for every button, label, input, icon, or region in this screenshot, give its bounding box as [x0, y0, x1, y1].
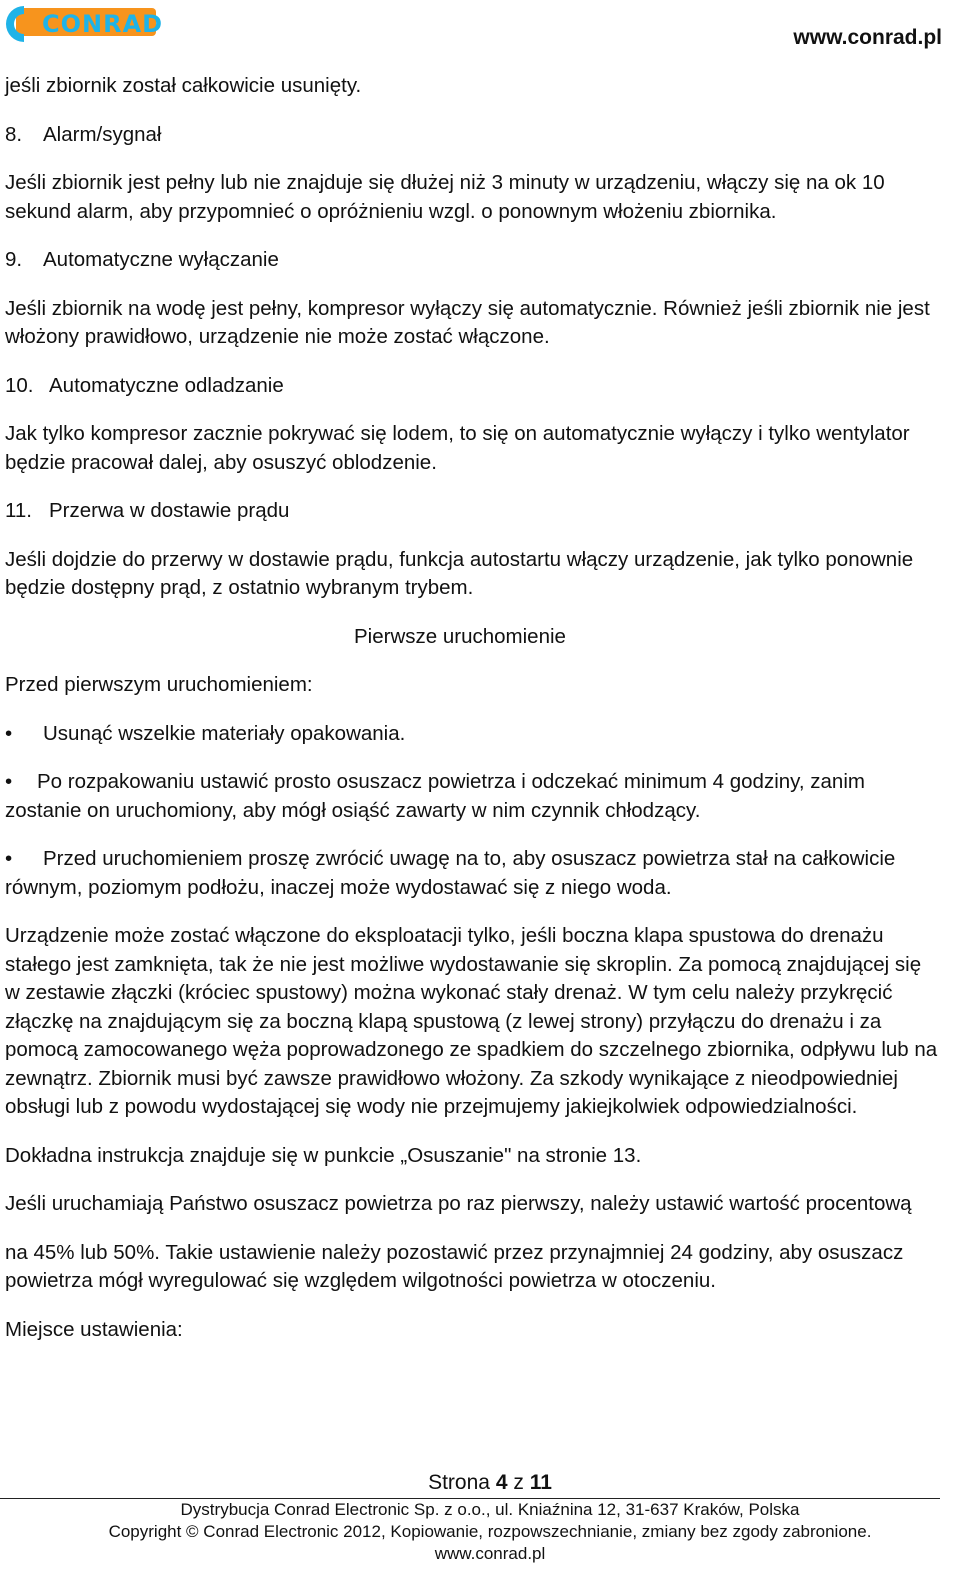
section-number: 8.: [5, 122, 23, 146]
bullet-item: [5, 845, 940, 902]
label-before-first-start: Przed pierwszym uruchomieniem:: [5, 673, 313, 696]
logo-text: CONRAD: [42, 10, 162, 38]
bullet-text: Usunąć wszelkie materiały opakowania.: [43, 721, 406, 745]
site-url[interactable]: www.conrad.pl: [793, 26, 942, 49]
bullet-text: Po rozpakowaniu ustawić prosto osuszacz powietrza i odczekać minimum 4 godziny, zanim zostanie on uruchomiony, aby mógł osiąść zawarty w nim czynnik chłodzący.: [5, 770, 865, 822]
bullet-item: [5, 768, 940, 825]
section-heading-alarm: [5, 121, 940, 150]
section-number: 9.: [5, 248, 23, 271]
section-heading-auto-off: [5, 246, 940, 275]
page-content: [5, 72, 940, 1364]
section-title: Automatyczne odladzanie: [49, 373, 284, 397]
page-number: [0, 1470, 960, 1496]
bullet-item: [5, 720, 940, 749]
conrad-logo: [2, 2, 162, 51]
page-header: [0, 0, 960, 60]
paragraph-humidity-setting: na 45% lub 50%. Takie ustawienie należy pozostawić przez przynajmniej 24 godziny, aby osuszacz powietrza mógł wyregulować się względem wilgotności powietrza w otoczeniu.: [5, 1240, 904, 1292]
footer-url[interactable]: www.conrad.pl: [434, 1544, 546, 1563]
section-heading-power-outage: [5, 497, 940, 526]
paragraph-auto-off: Jeśli zbiornik na wodę jest pełny, kompresor wyłączy się automatycznie. Również jeśli zbiornik nie jest włożony prawidłowo, urządzenie nie może zostać włączone.: [5, 296, 930, 348]
page-current: 4: [495, 1471, 508, 1494]
bullet-text: Przed uruchomieniem proszę zwrócić uwagę na to, aby osuszacz powietrza stał na całkowicie równym, poziomym podłożu, inaczej może wydostawać się z niego woda.: [5, 847, 896, 899]
bullet-dot: •: [5, 770, 13, 793]
paragraph-power-outage: Jeśli dojdzie do przerwy w dostawie prądu, funkcja autostartu włączy urządzenie, jak tylko ponownie będzie dostępny prąd, z ostatnio wybranym trybem.: [5, 547, 914, 599]
paragraph-placement: Miejsce ustawienia:: [5, 1317, 183, 1341]
section-title-first-start: Pierwsze uruchomienie: [354, 624, 566, 648]
paragraph-drainage: Urządzenie może zostać włączone do eksploatacji tylko, jeśli boczna klapa spustowa do drenażu stałego jest zamknięta, tak że nie jest możliwe wydostawanie się skroplin. Za pomocą znajdującej się w zestawie złączki (króciec spustowy) można wykonać stały drenaż. W tym celu należy przykręcić złączkę na znajdującym się za boczną klapą spustową (z lewej strony) przyłączu do drenażu i za pomocą zamocowanego węża poprowadzonego ze spadkiem do szczelnego zbiornika, odpływu lub na zewnątrz. Zbiornik musi być zawsze prawidłowo włożony. Za szkody wynikające z nieodpowiedniej obsługi lub z powodu wydostającej się wody nie przejmujemy jakiejkolwiek odpowiedzialności.: [5, 924, 938, 1118]
section-title: Alarm/sygnał: [43, 122, 162, 146]
page-footer: [0, 1470, 960, 1565]
page-total: 11: [529, 1471, 552, 1494]
footer-distributor: Dystrybucja Conrad Electronic Sp. z o.o., ul. Kniaźnina 12, 31-637 Kraków, Polska: [180, 1500, 800, 1519]
page-separator: z: [513, 1471, 524, 1494]
bullet-dot: •: [5, 847, 13, 870]
paragraph-instruction-ref: Dokładna instrukcja znajduje się w punkcie „Osuszanie" na stronie 13.: [5, 1143, 642, 1167]
section-title: Automatyczne wyłączanie: [43, 248, 279, 271]
section-title: Przerwa w dostawie prądu: [49, 499, 290, 522]
paragraph-defrost: Jak tylko kompresor zacznie pokrywać się lodem, to się on automatycznie wyłączy i tylko wentylator będzie pracował dalej, aby osuszyć oblodzenie.: [5, 422, 910, 474]
section-number: 10.: [5, 373, 34, 397]
conrad-logo-graphic: [2, 2, 162, 46]
section-heading-defrost: [5, 372, 940, 401]
page-prefix: Strona: [428, 1471, 490, 1494]
bullet-dot: •: [5, 721, 13, 745]
footer-copyright: Copyright © Conrad Electronic 2012, Kopiowanie, rozpowszechnianie, zmiany bez zgody zabronione.: [108, 1522, 872, 1541]
paragraph-first-use: Jeśli uruchamiają Państwo osuszacz powietrza po raz pierwszy, należy ustawić wartość procentową: [5, 1192, 912, 1215]
paragraph-alarm: Jeśli zbiornik jest pełny lub nie znajduje się dłużej niż 3 minuty w urządzeniu, włączy się na ok 10 sekund alarm, aby przypomnieć o opróżnieniu wzgl. o ponownym włożeniu zbiornika.: [5, 171, 885, 223]
section-number: 11.: [5, 499, 32, 522]
paragraph-tank-removed: jeśli zbiornik został całkowicie usunięty.: [5, 74, 362, 97]
